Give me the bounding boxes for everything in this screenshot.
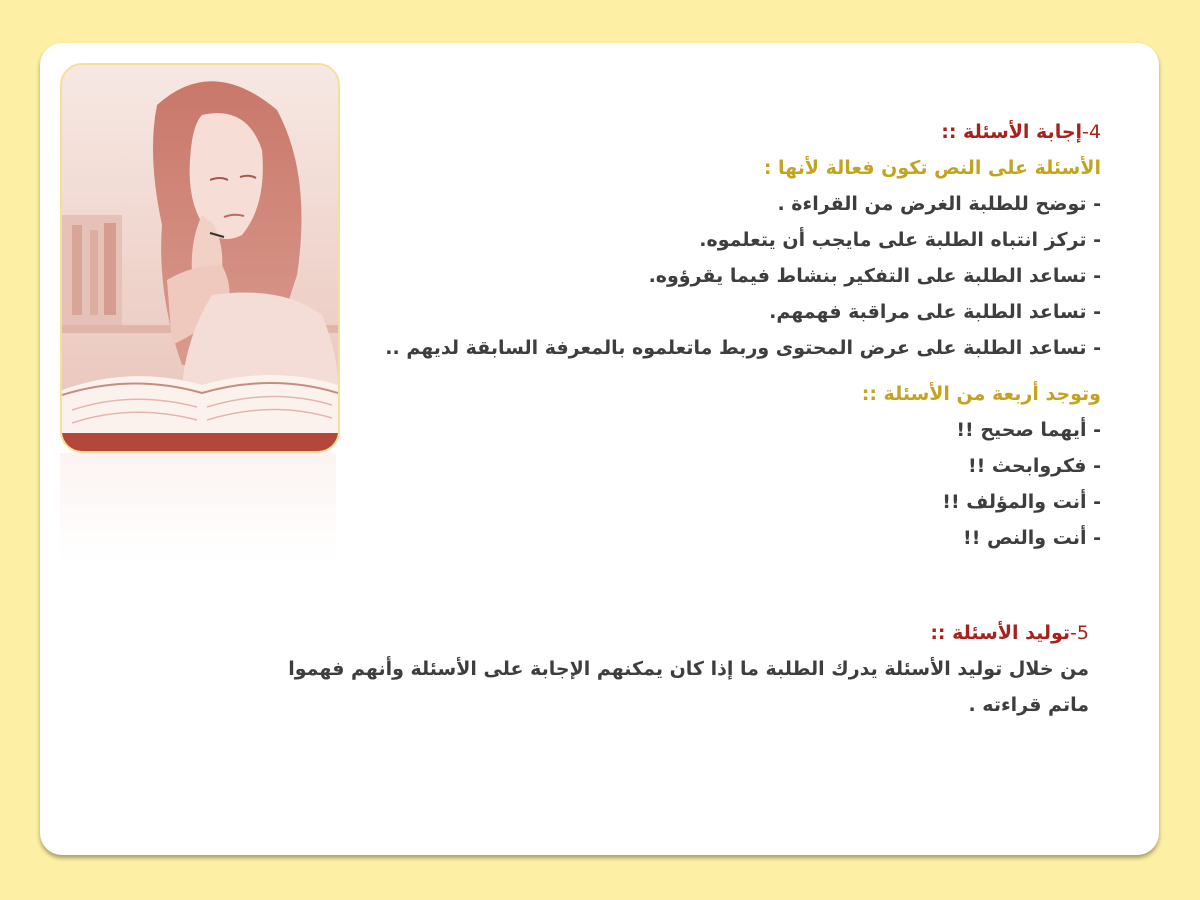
question-type-item: - أنت والنص !! bbox=[963, 527, 1101, 549]
student-reading-photo bbox=[60, 63, 340, 453]
question-types-heading: وتوجد أربعة من الأسئلة :: bbox=[861, 383, 1101, 405]
benefit-item: - تركز انتباه الطلبة على مايجب أن يتعلموه. bbox=[699, 229, 1101, 251]
question-type-item: - أيهما صحيح !! bbox=[956, 419, 1101, 441]
section-4 bbox=[341, 114, 1101, 556]
section-5-body bbox=[288, 651, 1089, 723]
photo-reflection bbox=[60, 453, 336, 563]
section-4-subheading: الأسئلة على النص تكون فعالة لأنها : bbox=[763, 157, 1101, 179]
benefit-item: - تساعد الطلبة على مراقبة فهمهم. bbox=[769, 301, 1101, 323]
section-5-heading bbox=[329, 615, 1089, 651]
benefit-item: - توضح للطلبة الغرض من القراءة . bbox=[777, 193, 1101, 215]
section-5-body-line-2: ماتم قراءته . bbox=[968, 694, 1089, 716]
section-5-number: 5- bbox=[1070, 622, 1089, 644]
benefit-item: - تساعد الطلبة على التفكير بنشاط فيما يقرؤوه. bbox=[648, 265, 1101, 287]
benefit-item: - تساعد الطلبة على عرض المحتوى وربط ماتعلموه بالمعرفة السابقة لديهم .. bbox=[385, 337, 1101, 359]
question-type-item: - فكروابحث !! bbox=[967, 455, 1101, 477]
section-5-title: توليد الأسئلة :: bbox=[930, 622, 1071, 644]
section-4-number: 4- bbox=[1082, 121, 1101, 143]
section-5-body-line-1: من خلال توليد الأسئلة يدرك الطلبة ما إذا كان يمكنهم الإجابة على الأسئلة وأنهم فهموا bbox=[288, 658, 1089, 680]
section-4-title: إجابة الأسئلة :: bbox=[941, 121, 1083, 143]
section-4-heading bbox=[341, 114, 1101, 150]
slide bbox=[40, 43, 1159, 855]
question-type-item: - أنت والمؤلف !! bbox=[942, 491, 1101, 513]
